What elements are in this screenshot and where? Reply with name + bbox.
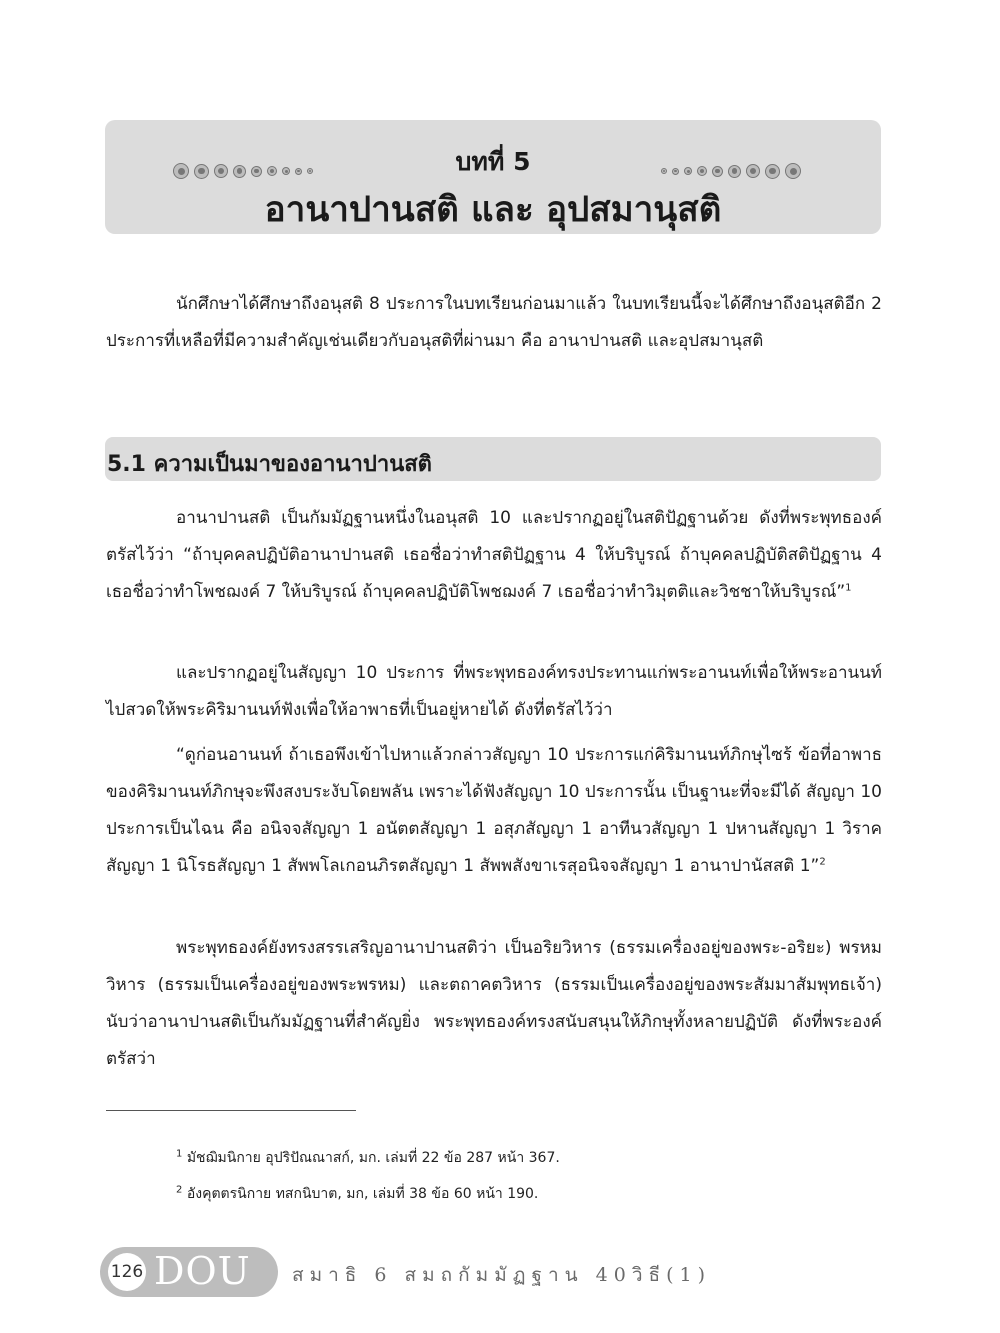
paragraph-4: พระพุทธองค์ยังทรงสรรเสริญอานาปานสติว่า เป็นอริยวิหาร (ธรรมเครื่องอยู่ของพระ-อริยะ) พรหมวิหาร (ธรรมเป็นเครื่องอยู่ของพระพรหม) และตถาคตวิหาร (ธรรมเป็นเครื่องอยู่ของพระสัมมาสัมพุทธเจ้า) นับว่าอานาปานสติเป็นกัมมัฏฐานที่สำคัญยิ่ง พระพุทธองค์ทรงสนับสนุนให้ภิกษุทั้งหลายปฏิบัติ ดังที่พระองค์ตรัสว่า <box>106 938 882 1069</box>
decorative-dots-right <box>661 163 801 179</box>
footnote-ref-2: 2 <box>819 856 826 868</box>
footnote-2 <box>176 1183 538 1205</box>
paragraph-3 <box>106 737 882 885</box>
footnote-ref-1: 1 <box>845 582 852 594</box>
footer-badge <box>100 1247 278 1297</box>
chapter-title: อานาปานสติ และ อุปสมานุสติ <box>264 190 722 230</box>
dou-logo: DOU <box>154 1249 251 1293</box>
section-heading-bar <box>105 437 881 481</box>
intro-paragraph: นักศึกษาได้ศึกษาถึงอนุสติ 8 ประการในบทเรียนก่อนมาแล้ว ในบทเรียนนี้จะได้ศึกษาถึงอนุสติอีก 2 ประการที่เหลือที่มีความสำคัญเช่นเดียวกับอนุสติที่ผ่านมา คือ อานาปานสติ และอุปสมานุสติ <box>106 294 882 351</box>
paragraph-3-text: “ดูก่อนอานนท์ ถ้าเธอพึงเข้าไปหาแล้วกล่าวสัญญา 10 ประการแก่คิริมานนท์ภิกษุไซร้ ข้อที่อาพาธของคิริมานนท์ภิกษุจะพึงสงบระงับโดยพลัน เพราะได้ฟังสัญญา 10 ประการนั้น เป็นฐานะที่จะมีได้ สัญญา 10 ประการเป็นไฉน คือ อนิจจสัญญา 1 อนัตตสัญญา 1 อสุภสัญญา 1 อาทีนวสัญญา 1 ปหานสัญญา 1 วิราคสัญญา 1 นิโรธสัญญา 1 สัพพโลเกอนภิรตสัญญา 1 สัพพสังขาเรสุอนิจจสัญญา 1 อานาปานัสสติ 1” <box>106 745 882 876</box>
footnote-mark: 1 <box>176 1148 183 1160</box>
page-number: 126 <box>108 1253 146 1291</box>
book-title: สมาธิ 6 สมถกัมมัฏฐาน 40วิธี(1) <box>292 1264 712 1286</box>
footnote-mark: 2 <box>176 1184 183 1196</box>
paragraph-1-text: อานาปานสติ เป็นกัมมัฏฐานหนึ่งในอนุสติ 10 และปรากฏอยู่ในสติปัฏฐานด้วย ดังที่พระพุทธองค์ตรัสไว้ว่า “ถ้าบุคคลปฏิบัติอานาปานสติ เธอชื่อว่าทำสติปัฏฐาน 4 ให้บริบูรณ์ ถ้าบุคคลปฏิบัติสติปัฏฐาน 4 เธอชื่อว่าทำโพชฌงค์ 7 ให้บริบูรณ์ ถ้าบุคคลปฏิบัติโพชฌงค์ 7 เธอชื่อว่าทำวิมุตติและวิชชาให้บริบูรณ์” <box>106 508 882 602</box>
footnote-divider <box>106 1110 356 1111</box>
chapter-banner <box>105 120 881 234</box>
chapter-number: บทที่ 5 <box>455 147 531 176</box>
paragraph-1 <box>106 500 882 611</box>
paragraph-2: และปรากฏอยู่ในสัญญา 10 ประการ ที่พระพุทธองค์ทรงประทานแก่พระอานนท์เพื่อให้พระอานนท์ไปสวดให้พระคิริมานนท์ฟังเพื่อให้อาพาธที่เป็นอยู่หายได้ ดังที่ตรัสไว้ว่า <box>106 663 882 720</box>
footnote-text: มัชฌิมนิกาย อุปริปัณณาสก์, มก. เล่มที่ 22 ข้อ 287 หน้า 367. <box>186 1150 560 1166</box>
footnote-1 <box>176 1147 560 1169</box>
footnote-text: อังคุตตรนิกาย ทสกนิบาต, มก, เล่มที่ 38 ข้อ 60 หน้า 190. <box>186 1186 539 1202</box>
section-title: 5.1 ความเป็นมาของอานาปานสติ <box>107 452 432 477</box>
